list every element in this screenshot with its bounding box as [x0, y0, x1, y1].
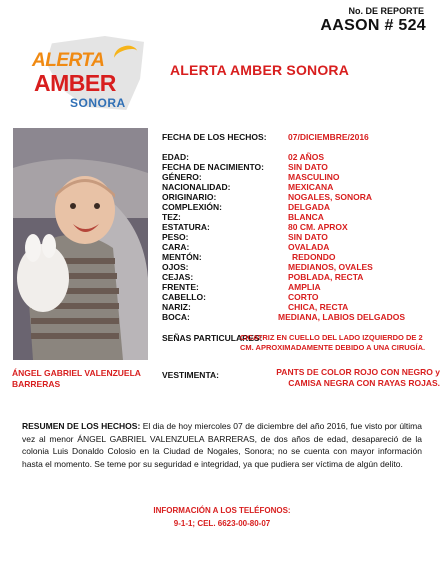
field-label-nacionalidad: NACIONALIDAD: [162, 182, 231, 192]
vestimenta-value: PANTS DE COLOR ROJO CON NEGRO y CAMISA NEGRA CON RAYAS ROJAS. [276, 367, 440, 388]
missing-child-photo [13, 128, 148, 360]
report-number-label: No. DE REPORTE [348, 6, 424, 16]
summary-text: El dia de hoy miercoles 07 de diciembre del año 2016, fue visto por última vez al menor ÁNGEL GABRIEL VALENZUELA BARRERAS, de dos años de edad, desapareció de la colonia Luis Donaldo Colosio en la Ciudad de Nogales, Sonora; no se cuenta con mayor información hasta el momento. Se teme por su seguridad e integridad, ya que pudiera ser víctima de algún delito. [22, 421, 422, 469]
field-label-fecha-hechos: FECHA DE LOS HECHOS: [162, 132, 267, 142]
field-label-cejas: CEJAS: [162, 272, 194, 282]
senas-particulares-value: CICATRIZ EN CUELLO DEL LADO IZQUIERDO DE 2 CM. APROXIMADAMENTE DEBIDO A UNA CIRUGÍA. [240, 333, 426, 352]
alert-title: ALERTA AMBER SONORA [170, 62, 350, 78]
field-label-genero: GÉNERO: [162, 172, 202, 182]
logo-text-sonora: SONORA [70, 96, 126, 110]
contact-phones: 9-1-1; CEL. 6623-00-80-07 [173, 519, 271, 528]
field-value-genero: MASCULINO [288, 172, 340, 182]
senas-particulares-label: SEÑAS PARTICULARES: [162, 333, 263, 343]
field-value-fecha-hechos: 07/DICIEMBRE/2016 [288, 132, 369, 142]
summary-label: RESUMEN DE LOS HECHOS: [22, 421, 141, 431]
report-number: AASON # 524 [320, 17, 426, 34]
field-label-complexion: COMPLEXIÓN: [162, 202, 222, 212]
field-value-edad: 02 AÑOS [288, 152, 325, 162]
field-value-nacionalidad: MEXICANA [288, 182, 334, 192]
field-value-fecha-nacimiento: SIN DATO [288, 162, 328, 172]
field-value-cabello: CORTO [288, 292, 319, 302]
field-value-complexion: DELGADA [288, 202, 331, 212]
contact-heading: INFORMACIÓN A LOS TELÉFONOS: [153, 506, 291, 515]
child-name: ÁNGEL GABRIEL VALENZUELA BARRERAS [12, 368, 141, 389]
field-value-cejas: POBLADA, RECTA [288, 272, 364, 282]
field-label-nariz: NARIZ: [162, 302, 191, 312]
field-value-cara: OVALADA [288, 242, 330, 252]
field-label-estatura: ESTATURA: [162, 222, 210, 232]
field-value-tez: BLANCA [288, 212, 324, 222]
field-value-estatura: 80 CM. APROX [288, 222, 348, 232]
field-label-edad: EDAD: [162, 152, 189, 162]
summary-paragraph [22, 420, 422, 470]
field-label-originario: ORIGINARIO: [162, 192, 217, 202]
field-label-cara: CARA: [162, 242, 190, 252]
logo-text-alerta: ALERTA [32, 50, 105, 71]
field-value-originario: NOGALES, SONORA [288, 192, 373, 202]
field-label-menton: MENTÓN: [162, 252, 202, 262]
logo-text-amber: AMBER [34, 70, 116, 96]
field-label-frente: FRENTE: [162, 282, 199, 292]
field-label-ojos: OJOS: [162, 262, 189, 272]
field-value-boca: MEDIANA, LABIOS DELGADOS [278, 312, 406, 322]
field-value-ojos: MEDIANOS, OVALES [288, 262, 373, 272]
alerta-amber-logo [28, 30, 146, 116]
field-label-tez: TEZ: [162, 212, 181, 222]
vestimenta-label: VESTIMENTA: [162, 370, 219, 380]
field-value-peso: SIN DATO [288, 232, 328, 242]
field-value-menton: REDONDO [292, 252, 336, 262]
field-label-fecha-nacimiento: FECHA DE NACIMIENTO: [162, 162, 264, 172]
field-label-peso: PESO: [162, 232, 189, 242]
field-label-boca: BOCA: [162, 312, 190, 322]
field-value-nariz: CHICA, RECTA [288, 302, 349, 312]
field-value-frente: AMPLIA [288, 282, 321, 292]
field-label-cabello: CABELLO: [162, 292, 206, 302]
